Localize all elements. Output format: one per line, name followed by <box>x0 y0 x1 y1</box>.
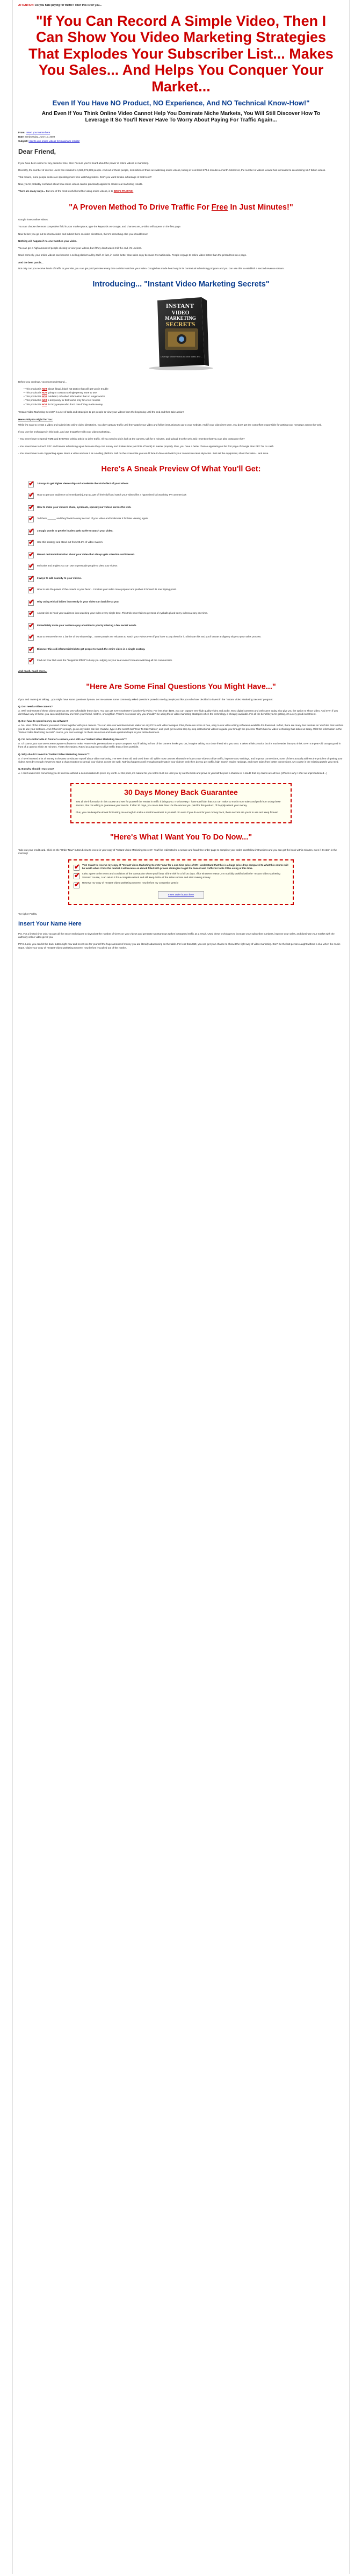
list-item: • This product is NOT a temporary fix that works only for a few months <box>24 399 344 402</box>
sales-page <box>12 0 350 2574</box>
feature-item <box>28 657 344 664</box>
feature-text: Reveal certain information about your video that always gets attention and interest. <box>37 552 135 556</box>
checkmark-icon: ✔ <box>28 526 34 535</box>
section-paragraph: Now before you go out to shoot a video and submit them on video directories, there's something else you should know: <box>18 232 148 235</box>
checkmark-icon: ✔ <box>28 644 34 653</box>
guarantee-paragraph: Plus, you can keep the ebook for trusting me enough to make a small investment in yourself. So even if you do ask for your money back, these secrets are yours to use and keep forever! <box>76 810 279 814</box>
feature-list <box>18 480 344 664</box>
intro-paragraph: Recently, the number of internet users has climbed to 1,581,571,589 people. And out of these people, 146 million of them are watching online videos, tuning in to at least 273.1 minutes a month. Moreover, the number of videos viewed has increased to an amazing 12.7 billion videos. <box>18 168 326 171</box>
subject-value-link[interactable]: How to use online videos for maximum results! <box>28 140 80 143</box>
checkmark-icon: ✔ <box>28 550 34 558</box>
faq-question: Q. Why should I invest in "Instant Video Marketing Secrets"? <box>18 752 90 756</box>
feature-item <box>28 528 344 534</box>
best-part-heading: And the best part is... <box>18 261 44 264</box>
subject-label: Subject: <box>18 140 28 143</box>
from-label: From: <box>18 131 26 134</box>
cover-word-1: INSTANT <box>165 302 194 310</box>
sub-text: And Even If You Think Online Video Cannot Help You Dominate Niche Markets, You Will Still Discover How To Leverage It So You'll Never Have To Worry About Paying For Traffic Again... <box>41 110 321 123</box>
intro-paragraph: Now, you're probably confused about how online videos can be practically applied to create real marketing results. <box>18 183 143 186</box>
feature-item <box>28 646 344 652</box>
feature-item <box>28 480 344 487</box>
pps-paragraph: P.P.S. Look, you can hit the back button right now and never see for yourself the huge amount of money you are literally abandoning on the table. For less than $50, you can get your chance to show it the right way of video marketing. Don't be the last person caught without a clue when the music stops. Claim your copy of "Instant Video Marketing Secrets" now before it's pulled out of the market. <box>18 943 341 949</box>
letter-meta <box>18 131 344 143</box>
intro-last-rest: But one of the most useful benefit of using online videos, is to <box>45 190 114 193</box>
faq-question: Q. I'm not comfortable in front of a camera, can I still use "Instant Video Marketing Secrets"? <box>18 738 127 741</box>
checkmark-icon: ✔ <box>28 597 34 606</box>
list-item: • This product is NOT going to cost you a single penny more to use <box>24 391 344 394</box>
drive-traffic-link[interactable]: DRIVE TRAFFIC! <box>113 190 134 193</box>
checkmark-icon: ✔ <box>28 537 34 546</box>
order-box <box>68 859 294 905</box>
order-title: "Here's What I Want You To Do Now..." <box>110 833 252 842</box>
ebook-cover-image <box>141 295 221 371</box>
attention-line <box>18 4 344 8</box>
checkmark-icon: ✔ <box>28 479 34 487</box>
feature-item <box>28 551 344 558</box>
feature-text: Tell them ______ and they'll watch every second of your video and bookmark it for later viewing again. <box>37 516 149 520</box>
faq-answer: A. No. Most of the software you need comes together with your camera. You can also use Windows Movie Maker on any PC to edit video footages. Plus, these are some of free, easy to use video editing softwares available for download. In fact, there are many free tutorials on YouTube that teaches you to use your software. And if that isn't enough, go on any video site like Youtube, type in the search bar "How To Edit Videos", and you'll get several step-by-step instructional videos to guide you through the process. That's how far video technology has taken us today. With the information in the "Instant Video Marketing Secrets" course, you can leverage on these resources and make quantum leaps in your online business. <box>18 724 344 734</box>
checkmark-icon: ✔ <box>28 514 34 522</box>
order-text: I also agree to the terms and conditions of the transaction where you'll bear all the risk for a full 30 days. If for whatever reason, I'm not fully satisfied with the "Instant Video Marketing Secrets" course, I can return it for a complete refund and still keep 100% of the sales secrets and start making money. <box>82 872 280 879</box>
cover-tagline: Leverage online videos to drive traffic and ... <box>160 355 203 358</box>
main-headline: "If You Can Record A Simple Video, Then I Can Show You Video Marketing Strategies That Explodes Your Subscriber List... Makes You Sales... And Helps You Conquer Your Market... <box>28 12 334 95</box>
cover-word-4: SECRETS <box>165 320 196 328</box>
why-paragraph: - You never have to touch PPC and banner advertising again because they cost money and it takes time (and lots of funds) to master properly. Plus, you have a better chance appearing on the first page of Google than PPC for no cash. <box>18 444 274 448</box>
why-paragraph: - You never have to spend TIME and ENERGY writing article to drive traffic. All you need to do is look at the camera, talk for 5 minutes, and upload it to the web. Did I mention that you can also outsource this? <box>18 437 245 441</box>
order-text: Yes! I want to reserve my copy of "Instant Video Marketing Secrets" now for a one-time price of $7! I understand that this is a huge price drop compared to what this course will be worth when it hits the market. I will receive an ebook filled with proven strategies to get the lowest web traffic for tools I'll be using at this time. <box>82 864 288 870</box>
feature-item <box>28 599 344 605</box>
sub-headline: Even If You Have NO Product, NO Experience, And NO Technical Know-How!" <box>52 99 310 107</box>
why-paragraph: - You never have to do copywriting again. Make a video and use it as a selling platform. Sell on the screen like you would face-to-face and watch your conversion rates skyrocket. Just set the equipment, shoot the video... and save. <box>18 451 269 455</box>
order-row <box>74 864 288 870</box>
feature-text: Find out how Oldi uses the "Zeigarnik Effect" to keep you edging on your seat even if it means watching all the commercials. <box>37 658 173 662</box>
faq-intro: If you and I were just talking... you might have some questions by now. Let me answer some commonly asked questions posed to me by people just like you who later decided to invest in the "Instant Video Marketing Secrets" program: <box>18 698 273 701</box>
feature-text: Use this strategy and stand out from 98.2% of video makers. <box>37 540 104 543</box>
feature-text: How to remove the No. 1 barrier of low viewership... Some people are reluctant to watch your videos even if you have to pay them for it. Eliminate this and you'll create a slippery slope to your sales process. <box>37 635 262 638</box>
why-paragraph: While it's easy to create a video and submit it to online video directories, you don't get any traffic until they watch your video and follow instructions to go to your website. And if your video isn't seen, you don't get the cost effort responsible for getting your message across the web. <box>18 424 322 427</box>
faq-question: Q. Do I need a video camera? <box>18 705 53 708</box>
feature-item <box>28 610 344 616</box>
checkmark-icon: ✔ <box>28 656 34 664</box>
feature-text: How to make your viewers share, syndicate, spread your videos across the web. <box>37 505 132 508</box>
intro-last-paragraph <box>18 190 344 193</box>
list-item: • This product is NOT for lazy people who don't care if they made money <box>24 403 344 406</box>
feature-text: Discover this old infomercial trick to get people to watch the entire video in a single seating. <box>37 647 146 650</box>
faq-answer: A. Well yeah! Most of these video cameras are very affordable these days. You can get every marketer's favorite Flip Video. For less than $100, you can capture very high quality video and audio. Most digital cameras and web cams today also give you the option to shoot video. And even if you don't have any of these, you can easily borrow one from your friend, relative, or neighbor. There's no excuse why you shouldn't be using these video marketing strategies when the technology is cheaply available. For all the benefits you're getting, it's a very good investment. <box>18 709 338 716</box>
free-word: Free <box>211 203 228 212</box>
checkmark-icon: ✔ <box>28 561 34 570</box>
introducing-title: Introducing... "Instant Video Marketing Secrets" <box>92 279 270 289</box>
faq-question: Q. But why should I trust you? <box>18 767 54 771</box>
section-paragraph: You can get a high amount of people clicking to view your videos, but if they don't watch it till the end, it's useless. <box>18 246 142 249</box>
order-row <box>74 872 288 879</box>
feature-item <box>28 575 344 582</box>
feature-text: 3 magic words to get the loudest web surfer to watch your video. <box>37 529 113 532</box>
checkbox-icon: ✔ <box>74 863 80 871</box>
signature: Insert Your Name Here <box>18 921 82 928</box>
faq-title: "Here Are Some Final Questions You Might Have..." <box>86 682 276 691</box>
section-paragraph: Google loves online videos. <box>18 218 49 221</box>
why-heading: Here's Why It's Right for You: <box>18 418 53 421</box>
section-paragraph: Used correctly, your online videos can become a selling platform all by itself. In fact, in works better than sales copy because it's multimedia. People engage to online video better than the printed text on a page. <box>18 254 247 257</box>
feature-text: A neat trick to hook your audience into watching your video every single time. This trick never fails to get tons of eyeballs glued to my videos at any one time. <box>37 611 208 614</box>
feature-text: How to use the power of the crowds in your favor... it makes your video more popular and pushes it forward its one tipping point. <box>37 587 177 591</box>
feature-item <box>28 634 344 640</box>
not-list <box>18 388 344 406</box>
date-value: Wednesday, June 10, 2009 <box>25 135 55 139</box>
feature-item <box>28 515 344 522</box>
from-value-link[interactable]: Insert your name here <box>26 131 50 134</box>
list-item: • This product is NOT outdated, rehashed information that no longer works <box>24 395 344 398</box>
order-row <box>74 881 288 888</box>
cover-word-3: MARKETING <box>165 315 196 321</box>
checkmark-icon: ✔ <box>28 503 34 511</box>
faq-answer: A. Of course, you can use screen capture software to make PowerPoint presentations on your computer. And if talking in front of the camera freaks you out, imagine talking to a close friend who you trust. It takes a little practice but it's much easier than you think. Even a 5-year-old can get good in front of a camera within 30 minutes. That's the easiest. Rated as a top way to drive traffic than 3 lines possible. <box>18 742 341 749</box>
faq-question: Q. Do I have to spend money on software? <box>18 720 68 723</box>
greeting: Dear Friend, <box>18 148 56 156</box>
cover-word-2: VIDEO <box>171 310 190 317</box>
feature-item <box>28 539 344 546</box>
checkmark-icon: ✔ <box>28 490 34 499</box>
attention-text: Do you hate paying for traffic? Then this is for you... <box>34 4 102 7</box>
section-paragraph: You can choose the most competitive field in your market place; type the keywords on Google, and chances are, a video will appear on the first page. <box>18 225 181 228</box>
higher-profits: To Higher Profits, <box>18 912 38 915</box>
feature-text: Why using ethical bribes incorrectly in your video can backfire at you <box>37 600 119 603</box>
faq-answer: A. I can't waste time convincing you to trust me without a demonstration to prove my worth. At this point, it's natural for you not to trust me until you try out the book and prove to yourself beyond a shadow of a doubt that my claims are all true. (Which is why I offer an unprecedented...) <box>18 772 327 775</box>
intro-last-lead: There are many ways... <box>18 190 46 193</box>
feature-text: 3 ways to add scarcity to your videos. <box>37 576 82 579</box>
feature-item <box>28 504 344 511</box>
order-text: Reserve my copy of "Instant Video Marketing Secrets" now before my competitor gets it! <box>82 881 179 884</box>
feature-text: Immediately make your audience pay attention to you by uttering a few secret words. <box>37 623 137 627</box>
checkbox-icon: ✔ <box>74 871 80 880</box>
order-intro: Take out your credit card. Click on the "Order Now" button below to invest in your copy of "Instant Video Marketing Secrets". You'll be redirected to a secure and fraud-free order page to complete your order. Just follow instructions and you can get the book within minutes, even if it's 3am in the morning! <box>18 848 337 855</box>
intro-paragraph: That means, more people online are spending more time watching videos. Don't you want to take advantage of that trend? <box>18 175 152 178</box>
why-paragraph: If you use the techniques in this book, and use it together with your video marketing... <box>18 430 112 434</box>
before-text: Before you continue, you must understand... <box>18 380 67 383</box>
date-label: Date: <box>18 135 25 139</box>
feature-item <box>28 492 344 498</box>
feature-item <box>28 586 344 593</box>
checkmark-icon: ✔ <box>28 632 34 641</box>
feature-text: How to get your audience to immediately jump up, get off their duff and watch your videos like a hypnotized kid watching TV commercials <box>37 493 187 496</box>
checkmark-icon: ✔ <box>28 585 34 593</box>
feature-item <box>28 563 344 569</box>
guarantee-title: 30 Days Money Back Guarantee <box>124 787 238 797</box>
feature-text: 66 hooks and angles you can use to persuade people to view your videos <box>37 564 118 567</box>
feature-text: 14 ways to get higher viewership and accelerate the viral effect of your videos <box>37 482 129 485</box>
ivm-paragraph: "Instant Video Marketing Secrets" is a set of tools and strategies to get people to view your videos from the beginning until the end and then take action! <box>18 410 184 413</box>
intro-paragraph: If you have been online for any period of time, then I'm sure you've heard about the power of online videos in marketing. <box>18 161 149 164</box>
section-paragraph: Not only can you receive loads of traffic to your site, you can get paid per view every time a visitor watches your video. Google has made head way in its contextual advertising program and you can use this to establish a second revenue stream. <box>18 267 285 270</box>
feature-item <box>28 622 344 629</box>
guarantee-paragraph: Test all the information in this course and see for yourself the results in traffic it brings you. It's that easy. I have total faith that you can make so much more sales and profit from using these secrets, that I'm willing to guarantee your results. If after 30 days, you make less than 10x the amount you paid for this product, I'll happily refund your money. <box>76 800 281 807</box>
checkmark-icon: ✔ <box>28 573 34 582</box>
faq-list <box>18 705 344 776</box>
order-button[interactable]: Insert order button here <box>158 891 204 899</box>
checkbox-icon: ✔ <box>74 880 80 888</box>
attention-label: ATTENTION: <box>18 4 34 7</box>
section-bold-line: Nothing will happen if no-one watches your video. <box>18 239 77 242</box>
and-more: And much, much more... <box>18 669 47 672</box>
checkmark-icon: ✔ <box>28 621 34 629</box>
checkmark-icon: ✔ <box>28 608 34 617</box>
faq-answer: A. I have invested a lot of money in the past to educate myself about video marketing. I've seen them all, and used them all. While most courses showed me how to use video to drive traffic, improve SEO rankings, and improve conversions, none of them actually address the problem of getting your videos seen by enough viewers to start a chain reaction to spread your videos across the web. Nothing happens until enough people watch your videos! Only then do you get traffic, high search engine rankings, and more sales from better conversions. My course is the missing puzzle you need. <box>18 757 343 763</box>
list-item: • This product is NOT about illegal, black hat tactics that will get you in trouble <box>24 388 344 391</box>
preview-title: Here's A Sneak Preview Of What You'll Get: <box>101 465 261 473</box>
ps-paragraph: P.S. For a limited time only, you get all the secret techniques to skyrocket the number of views on your videos and generate spontaneous spikes in targeted traffic as a result. Used these techniques to increase your subscriber numbers, improve your sales, and dominate your market with the authority online video gives you. <box>18 932 335 939</box>
product-cover <box>18 295 344 372</box>
guarantee-box <box>70 783 292 823</box>
section-title-proven-method: "A Proven Method To Drive Traffic For Free In Just Minutes!" <box>69 203 293 212</box>
